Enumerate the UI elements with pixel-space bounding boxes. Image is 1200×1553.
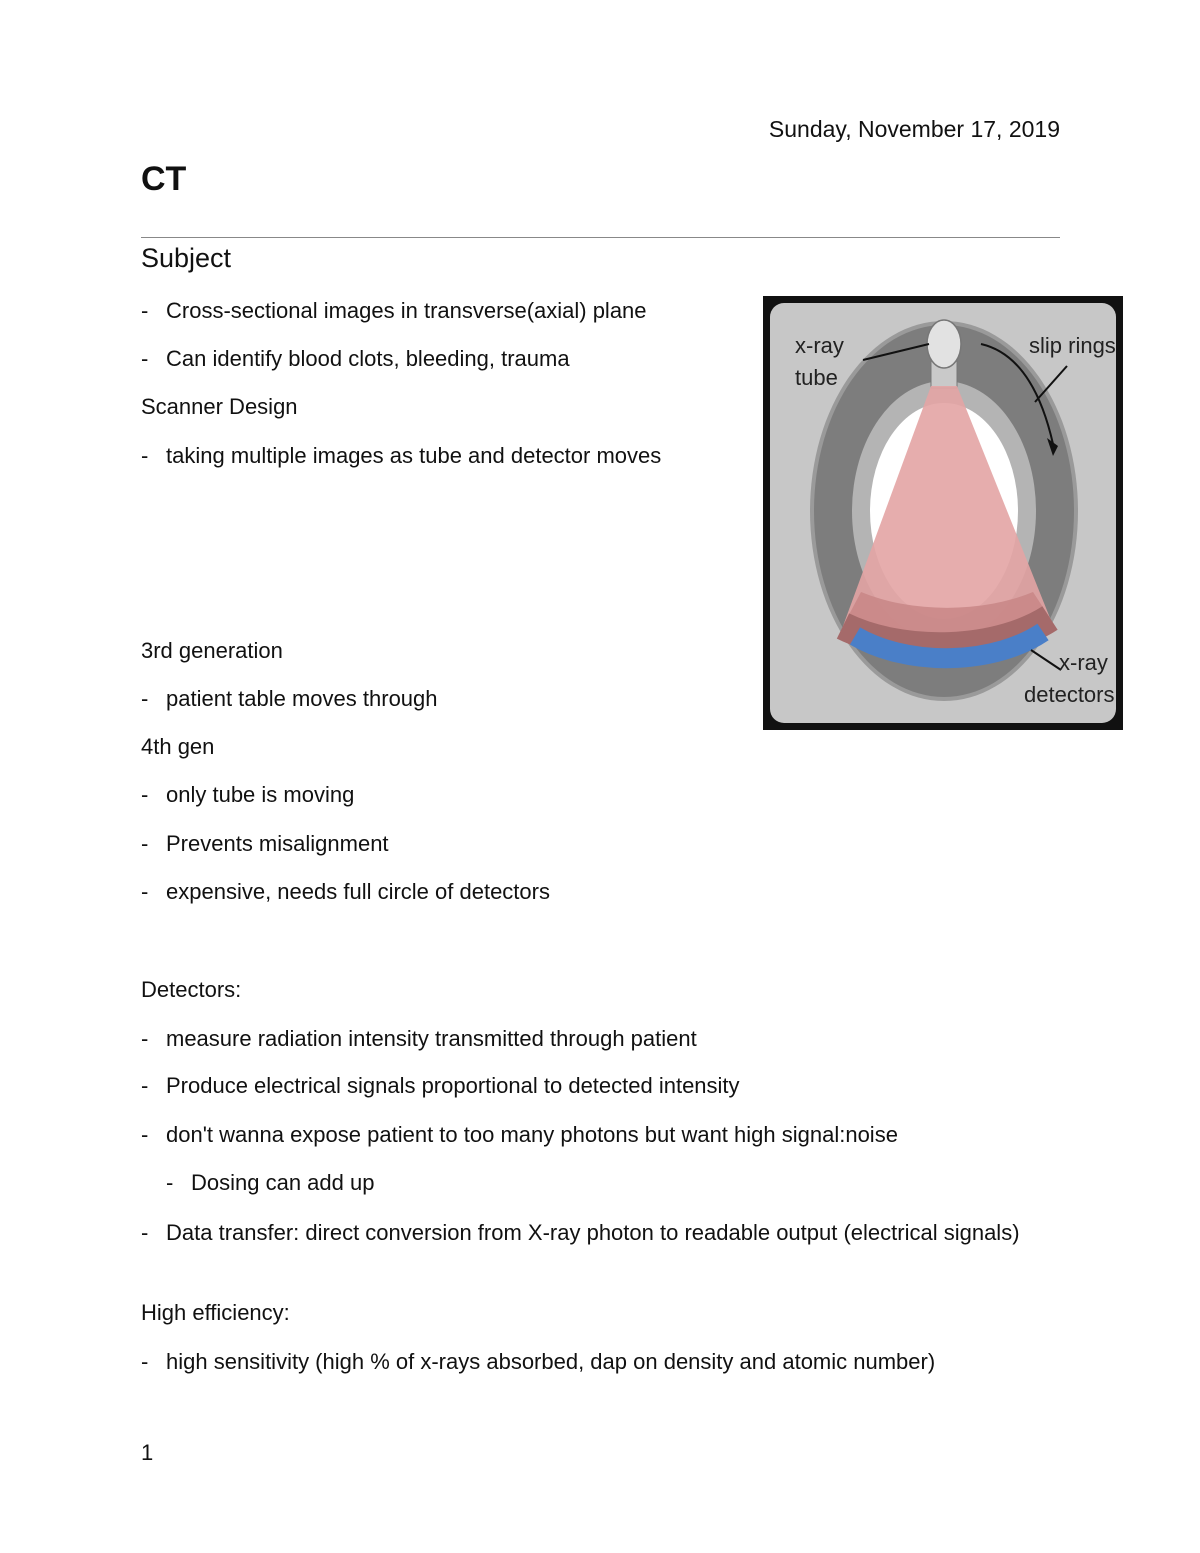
list-item-text: measure radiation intensity transmitted through patient	[166, 1026, 697, 1051]
list-item-text: expensive, needs full circle of detectors	[166, 879, 550, 904]
list-item	[141, 1346, 935, 1378]
tube-label-line2: tube	[795, 365, 838, 390]
bullet-dash: -	[141, 1349, 149, 1374]
bullet-dash: -	[141, 831, 149, 856]
list-item	[141, 295, 647, 327]
list-item	[141, 779, 354, 811]
tube-label-line1: x-ray	[795, 333, 844, 358]
list-item-text: taking multiple images as tube and detector moves	[166, 443, 662, 468]
title-divider	[141, 237, 1060, 238]
bullet-dash: -	[141, 1073, 149, 1098]
list-item-text: don't wanna expose patient to too many photons but want high signal:noise	[166, 1122, 898, 1147]
list-item	[141, 828, 389, 860]
section-heading-scanner-design: Scanner Design	[141, 394, 298, 419]
bullet-dash: -	[141, 1220, 149, 1245]
list-item-nested	[166, 1167, 374, 1199]
list-item-text: only tube is moving	[166, 782, 355, 807]
bullet-dash: -	[141, 686, 149, 711]
page-number: 1	[141, 1440, 154, 1465]
bullet-dash: -	[141, 298, 149, 323]
document-date: Sunday, November 17, 2019	[768, 116, 1060, 142]
section-heading-high-efficiency: High efficiency:	[141, 1300, 290, 1325]
bullet-dash: -	[166, 1170, 174, 1195]
list-item-text: patient table moves through	[166, 686, 438, 711]
bullet-dash: -	[141, 1122, 149, 1147]
ct-scanner-diagram	[763, 296, 1123, 730]
slip-rings-label: slip rings	[1029, 333, 1116, 358]
section-heading-detectors: Detectors:	[141, 977, 242, 1002]
detector-label-line2: detectors	[1024, 682, 1115, 707]
list-item	[141, 876, 550, 908]
list-item	[141, 440, 661, 472]
bullet-dash: -	[141, 1026, 149, 1051]
list-item-text: Can identify blood clots, bleeding, trauma	[166, 346, 570, 371]
list-item	[141, 683, 438, 715]
list-item	[141, 1217, 1021, 1249]
section-heading-4th-gen: 4th gen	[141, 734, 215, 759]
list-item-text: Cross-sectional images in transverse(axial) plane	[166, 298, 647, 323]
list-item-text: high sensitivity (high % of x-rays absorbed, dap on density and atomic number)	[166, 1349, 936, 1374]
list-item	[141, 1119, 898, 1151]
xray-tube	[927, 320, 961, 368]
list-item	[141, 343, 570, 375]
list-item	[141, 1023, 697, 1055]
list-item-text: Data transfer: direct conversion from X-ray photon to readable output (electrical signals)	[166, 1220, 1020, 1245]
subject-heading: Subject	[141, 243, 232, 273]
list-item-text: Prevents misalignment	[166, 831, 389, 856]
bullet-dash: -	[141, 443, 149, 468]
list-item	[141, 1070, 740, 1102]
list-item-text: Produce electrical signals proportional to detected intensity	[166, 1073, 740, 1098]
section-heading-3rd-generation: 3rd generation	[141, 638, 283, 663]
bullet-dash: -	[141, 346, 149, 371]
list-item-text: Dosing can add up	[191, 1170, 375, 1195]
detector-label-line1: x-ray	[1059, 650, 1108, 675]
bullet-dash: -	[141, 782, 149, 807]
bullet-dash: -	[141, 879, 149, 904]
page-title: CT	[141, 160, 187, 198]
